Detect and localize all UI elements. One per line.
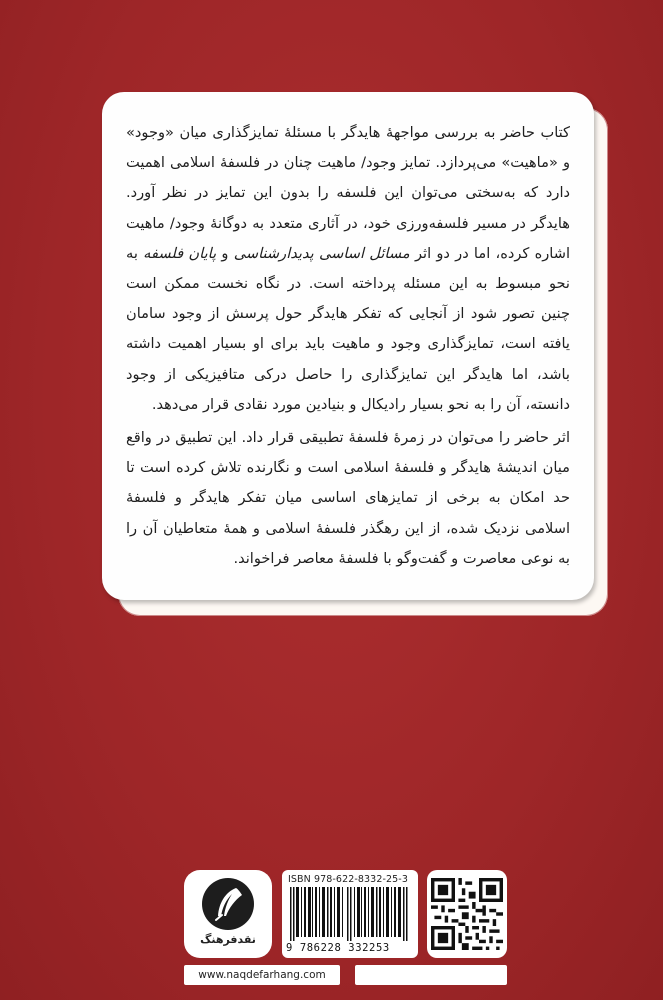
blurb-text [126, 118, 570, 574]
isbn-label: ISBN 978-622-8332-25-3 [288, 874, 408, 885]
quill-feather-icon [202, 878, 254, 930]
book-title-1: مسائل اساسی پدیدارشناسی [233, 244, 410, 262]
barcode-bars [290, 887, 410, 941]
blurb-paragraph-1: کتاب حاضر به بررسی مواجههٔ هایدگر با مسئلهٔ تمایزگذاری میان «وجود» و «ماهیت» می‌پردازد. تمایز وجود/ ماهیت چنان در فلسفهٔ اسلامی اهمیت دارد که به‌سختی می‌توان این فلسفه را بدون این تمایز در نظر آورد. هایدگر در مسیر فلسفه‌ورزی خود، در آثاری متعدد به دوگانهٔ وجود/ ماهیت اشاره کرده، اما در دو اثر مسائل اساسی پدیدارشناسی و پایان فلسفه به نحو مبسوط به این مسئله پرداخته است. در نگاه نخست ممکن است چنین تصور شود از آنجایی که تفکر هایدگر حول پرسش از وجود سامان یافته است، تمایزگذاری وجود و ماهیت باید برای او بسیار اهمیت داشته باشد، اما هایدگر این تمایزگذاری را حاصل درکی متافیزیکی از وجود دانسته، آن را به نحو بسیار رادیکال و بنیادین مورد نقادی قرار می‌دهد. [126, 124, 571, 413]
blurb-paragraph-2: اثر حاضر را می‌توان در زمرهٔ فلسفهٔ تطبیقی قرار داد. این تطبیق در واقع میان اندیشهٔ هایدگر و فلسفهٔ اسلامی است و نگارنده تلاش کرده است تا حد امکان به برخی از تمایزهای اساسی میان تفکر هایدگر و فلسفهٔ اسلامی نزدیک شده، از این رهگذر فلسفهٔ اسلامی و همهٔ متعاطیان آن را به نوعی معاصرت و گفت‌وگو با فلسفهٔ معاصر فراخواند. [126, 429, 570, 567]
publisher-website: www.naqdefarhang.com [184, 965, 340, 985]
publisher-logo [184, 870, 272, 958]
isbn-barcode [282, 870, 418, 958]
price-box [355, 965, 507, 985]
barcode-digits: 9 786228 332253 [286, 942, 390, 954]
qr-code-icon [431, 878, 503, 950]
blurb-card [102, 92, 594, 600]
book-title-2: پایان فلسفه [143, 244, 217, 262]
publisher-name: نقدفرهنگ [200, 933, 256, 946]
qr-code [427, 870, 507, 958]
